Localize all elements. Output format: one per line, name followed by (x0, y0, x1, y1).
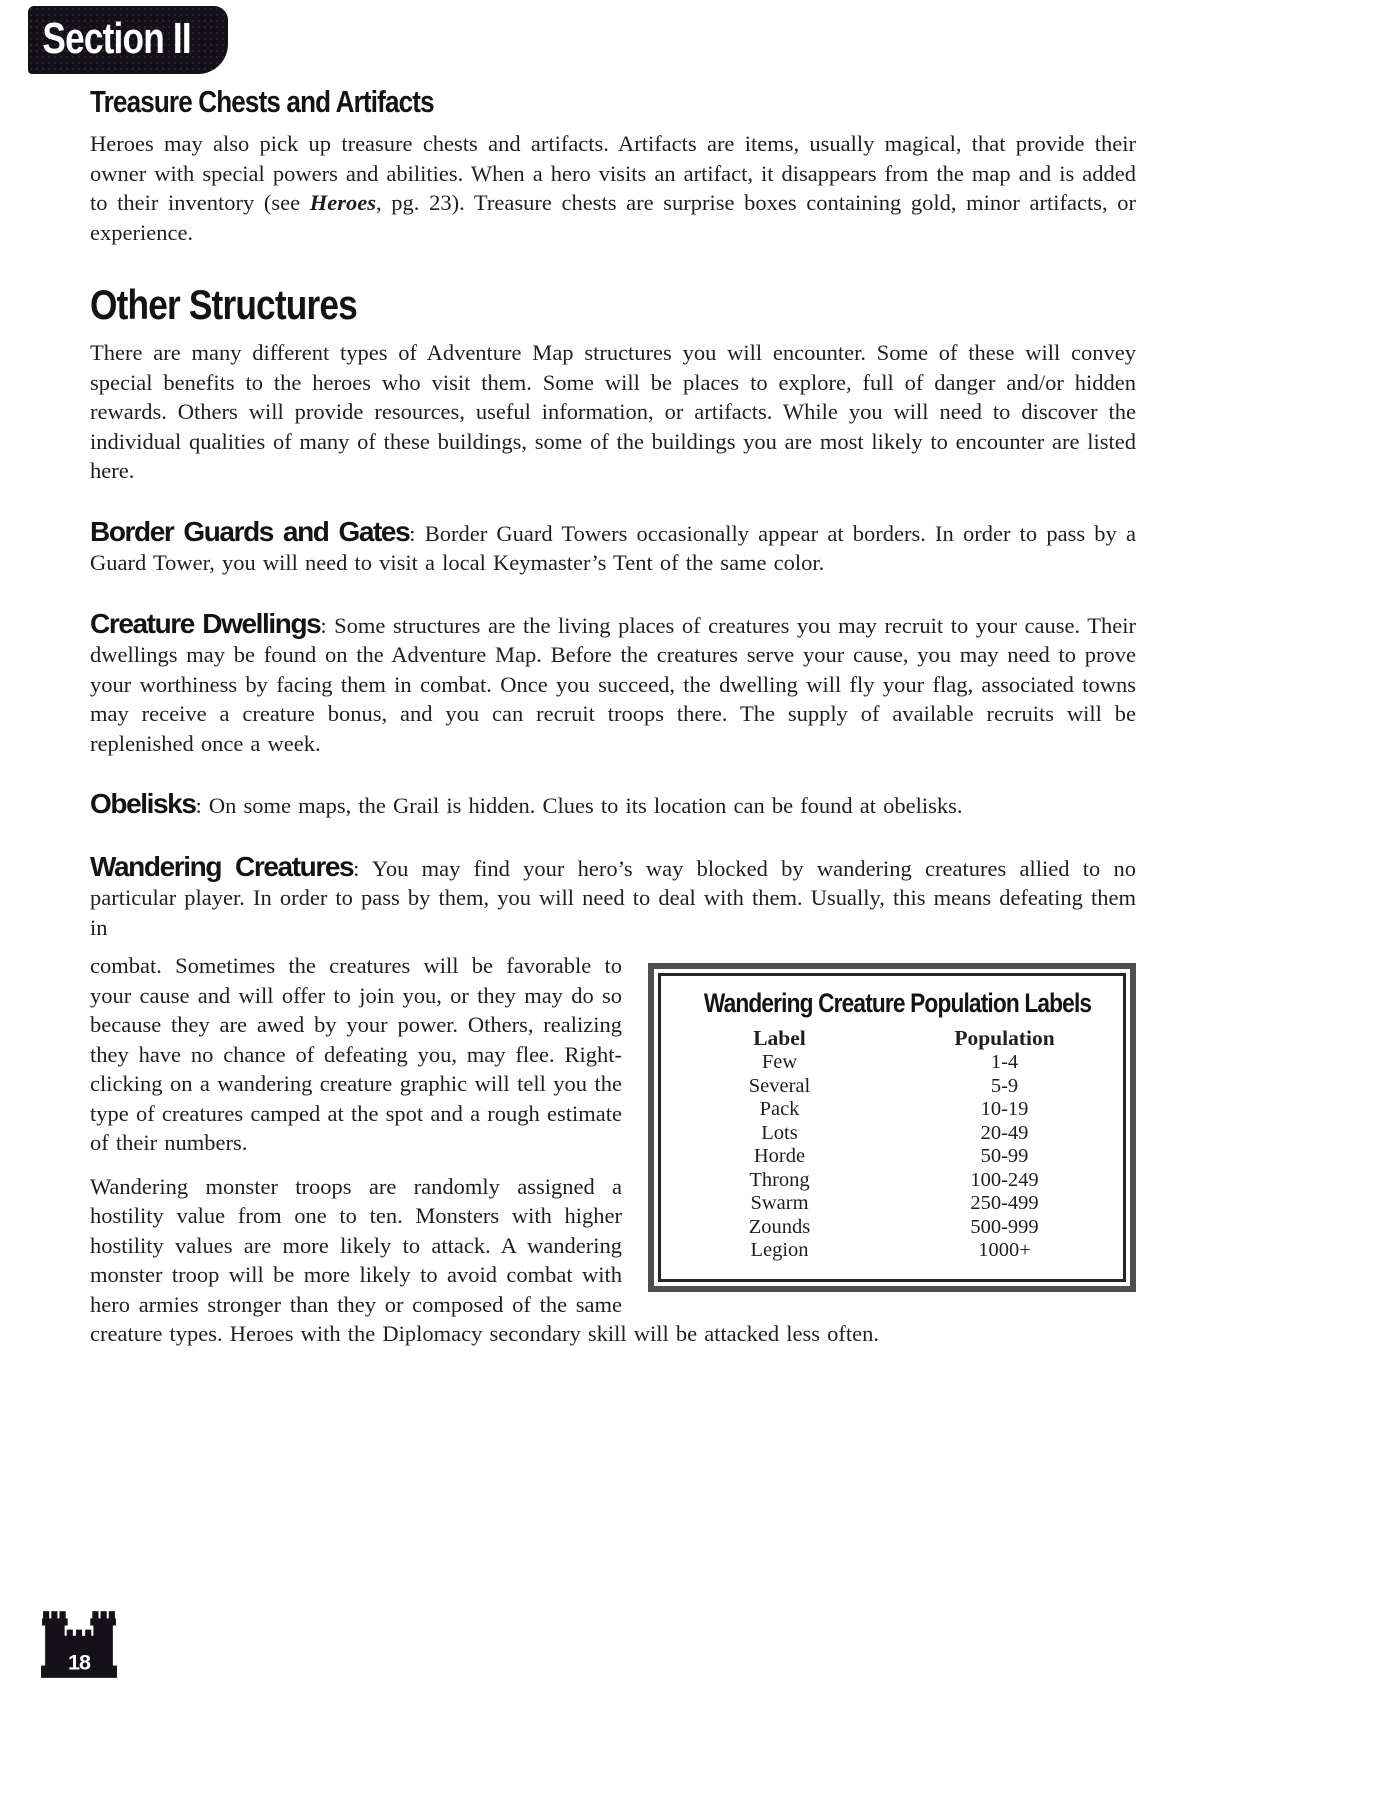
wandering-intro-text: You may find your hero’s way blocked by wandering creatures allied to no particular player. In order to pass by them, you will need to deal with them. Usually, this means defeating them in (90, 855, 1136, 940)
runin-heading-obelisks: Obelisks (90, 788, 196, 819)
population-label-cell: Horde (753, 1145, 806, 1167)
population-table-grid (667, 1026, 1117, 1263)
paragraph-other-structures: There are many different types of Adventure Map structures you will encounter. Some of these will convey special benefits to the heroes who visit them. Some will be places to explore, full of danger and/or hidden rewards. Others will provide resources, useful information, or artifacts. While you will need to discover the individual qualities of many of these buildings, some of the buildings you are most likely to encounter are listed here. (90, 340, 1136, 483)
column-header-label: Label (753, 1026, 806, 1050)
heading-other-structures: Other Structures (90, 281, 357, 328)
page-number: 18 (68, 1649, 90, 1675)
population-label-cell: Few (761, 1051, 798, 1073)
heroes-reference: Heroes (309, 190, 377, 215)
runin-separator: : (195, 793, 209, 818)
paragraph-wandering-wrap1: combat. Sometimes the creatures will be favorable to your cause and will offer to join you, or they may do so because they are awed by your power. Others, realizing they have no chance of defeating you, may flee. Right-clicking on a wandering creature graphic will tell you the type of creatures camped at the spot and a rough estimate of their numbers. (90, 953, 622, 1155)
population-label-cell: Swarm (750, 1192, 809, 1214)
paragraph-border-guards (90, 517, 1136, 578)
population-table-title: Wandering Creature Population Labels (703, 988, 1092, 1018)
population-range-cell: 5-9 (990, 1074, 1019, 1097)
population-range-cell: 100-249 (970, 1168, 1039, 1191)
creature-dwellings-text: Some structures are the living places of creatures you may recruit to your cause. Their dwellings may be found on the Adventure Map. Before the creatures serve your cause, you may need to prove your worthiness by facing them in combat. Once you succeed, the dwelling will fly your flag, associated towns may receive a creature bonus, and you can recruit troops there. The supply of available recruits will be replenished once a week. (90, 612, 1136, 756)
population-range-cell: 1000+ (978, 1239, 1031, 1261)
population-label-cell: Legion (750, 1239, 809, 1261)
section-tab (28, 6, 228, 74)
heading-treasure-chests: Treasure Chests and Artifacts (90, 84, 434, 119)
treasure-text-before: Heroes may also pick up treasure chests and artifacts. Artifacts are items, usually magical, that provide their owner with special powers and abilities. When a hero visits an artifact, it disappears from the map and is added to their inventory (see (90, 131, 1136, 215)
paragraph-wandering-intro (90, 852, 1136, 943)
population-table-inner-border (658, 973, 1126, 1282)
population-range-cell: 20-49 (980, 1121, 1029, 1144)
paragraph-wandering-wrap2: Wandering monster troops are randomly assigned a hostility value from one to ten. Monsters with higher hostility values are more likely to attack. A wandering monster troop will be more likely to avoid combat with hero armies stronger than they or composed of the same creature types. Heroes with the Diplomacy secondary skill will be attacked less often. (90, 1173, 879, 1346)
runin-separator: : (409, 520, 425, 546)
treasure-text-after: , pg. 23). Treasure chests are surprise boxes containing gold, minor artifacts, or experience. (90, 190, 1137, 245)
population-range-cell: 250-499 (970, 1192, 1039, 1214)
castle-page-marker-icon (40, 1610, 118, 1678)
population-range-cell: 50-99 (980, 1145, 1029, 1167)
column-header-population: Population (954, 1026, 1055, 1050)
wandering-wrap-zone (90, 951, 1136, 1349)
paragraph-creature-dwellings (90, 609, 1136, 759)
population-range-cell: 500-999 (970, 1215, 1039, 1238)
section-label: Section II (42, 14, 191, 63)
paragraph-treasure-chests (90, 129, 1136, 247)
population-label-cell: Throng (749, 1168, 810, 1191)
paragraph-obelisks (90, 789, 1136, 821)
runin-heading-wandering-creatures: Wandering Creatures (90, 850, 354, 882)
population-range-cell: 1-4 (990, 1051, 1019, 1073)
population-label-cell: Pack (759, 1098, 800, 1120)
runin-separator: : (353, 855, 372, 881)
runin-heading-border-guards: Border Guards and Gates (90, 515, 410, 547)
population-label-cell: Zounds (748, 1215, 811, 1238)
page-content (90, 84, 1136, 1349)
population-table (648, 963, 1136, 1292)
runin-heading-creature-dwellings: Creature Dwellings (90, 607, 321, 639)
obelisks-text: On some maps, the Grail is hidden. Clues to its location can be found at obelisks. (208, 793, 963, 818)
population-label-cell: Lots (761, 1121, 798, 1144)
runin-separator: : (320, 612, 335, 638)
border-guards-text: Border Guard Towers occasionally appear at borders. In order to pass by a Guard Tower, you will need to visit a local Keymaster’s Tent of the same color. (90, 520, 1136, 575)
population-label-cell: Several (748, 1074, 811, 1097)
population-range-cell: 10-19 (980, 1098, 1029, 1120)
